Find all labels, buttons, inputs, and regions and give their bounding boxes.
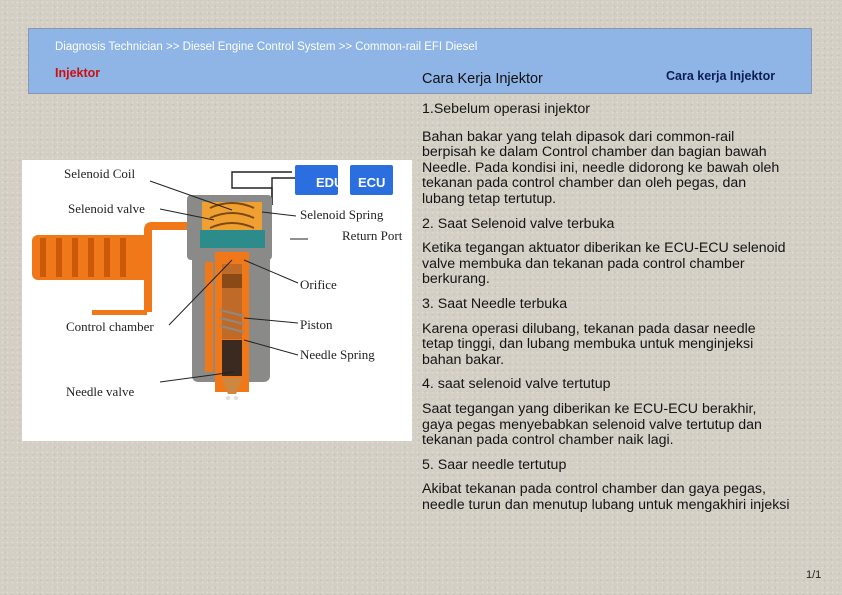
section-5-body: [422, 482, 826, 513]
body-line: Ketika tegangan aktuator diberikan ke ECU-ECU selenoid: [422, 240, 786, 257]
section-2: [422, 217, 826, 233]
selenoid-coil-label: Selenoid Coil: [64, 166, 136, 181]
section-label: Injektor: [55, 66, 101, 80]
section-1: [422, 102, 826, 118]
selenoid-valve-label: Selenoid valve: [68, 201, 145, 216]
section-4-body: [422, 402, 826, 449]
needle-valve-label: Needle valve: [66, 384, 135, 399]
breadcrumb[interactable]: Diagnosis Technician >> Diesel Engine Control System >> Common-rail EFI Diesel: [55, 41, 478, 53]
injector-diagram: [22, 160, 412, 441]
return-port-label: Return Port: [342, 228, 403, 243]
body-line: bahan bakar.: [422, 351, 505, 368]
section-heading: 4. saat selenoid valve tertutup: [422, 376, 611, 393]
explanation-text: [422, 102, 826, 513]
body-line: berkurang.: [422, 271, 490, 288]
body-line: tekanan pada control chamber dan oleh pegas, dan: [422, 175, 747, 192]
orifice-label: Orifice: [300, 277, 337, 292]
body-line: Saat tegangan yang diberikan ke ECU-ECU berakhir,: [422, 400, 757, 417]
body-line: lubang tetap tertutup.: [422, 190, 557, 207]
header-banner: [28, 28, 812, 94]
section-heading: 3. Saat Needle terbuka: [422, 295, 568, 312]
body-line: Akibat tekanan pada control chamber dan gaya pegas,: [422, 481, 766, 498]
edu-label: EDU: [316, 175, 344, 190]
selenoid-spring-label: Selenoid Spring: [300, 207, 384, 222]
body-line: needle turun dan menutup lubang untuk mengakhiri injeksi: [422, 496, 790, 513]
ecu-label: ECU: [358, 175, 386, 190]
section-heading: 5. Saar needle tertutup: [422, 456, 567, 473]
body-line: berpisah ke dalam Control chamber dan bagian bawah: [422, 144, 767, 161]
page-number: 1/1: [806, 569, 822, 581]
body-line: Karena operasi dilubang, tekanan pada dasar needle: [422, 320, 756, 337]
needle-spring-label: Needle Spring: [300, 347, 375, 362]
body-line: valve membuka dan tekanan pada control chamber: [422, 255, 745, 272]
section-1-body: [422, 130, 826, 208]
section-4: [422, 377, 826, 393]
piston-label: Piston: [300, 317, 333, 332]
body-line: gaya pegas menyebabkan selenoid valve tertutup dan: [422, 416, 762, 433]
control-chamber-label: Control chamber: [66, 319, 154, 334]
body-line: tekanan pada control chamber naik lagi.: [422, 432, 674, 449]
body-line: tetap tinggi, dan lubang membuka untuk menginjeksi: [422, 336, 754, 353]
section-heading: 2. Saat Selenoid valve terbuka: [422, 215, 615, 232]
page-title: Cara Kerja Injektor: [422, 71, 543, 87]
body-line: Bahan bakar yang telah dipasok dari common-rail: [422, 128, 735, 145]
section-3-body: [422, 322, 826, 369]
section-5: [422, 458, 826, 474]
body-line: Needle. Pada kondisi ini, needle didorong ke bawah oleh: [422, 159, 780, 176]
section-2-body: [422, 241, 826, 288]
header-right-title: Cara kerja Injektor: [666, 69, 776, 83]
section-heading: 1.Sebelum operasi injektor: [422, 101, 590, 117]
section-3: [422, 297, 826, 313]
